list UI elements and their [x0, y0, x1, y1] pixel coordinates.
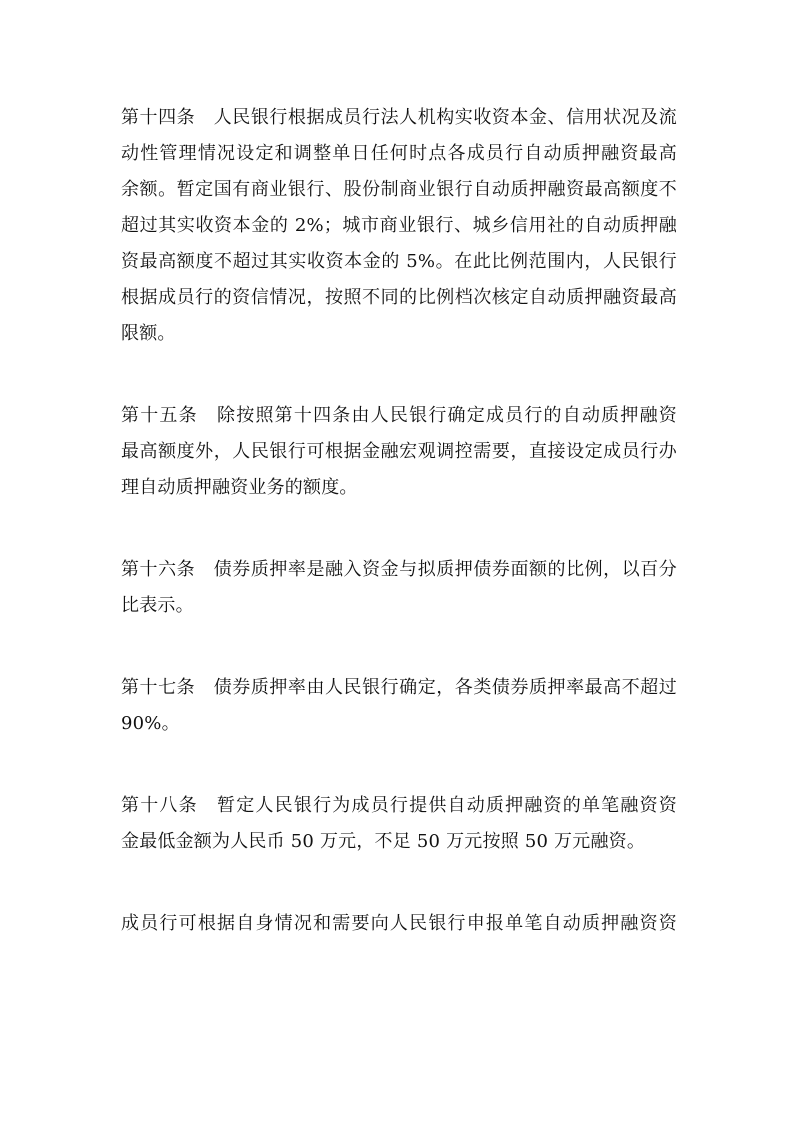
- article-18-continuation: [121, 906, 677, 942]
- article-16-line-2: 比表示。: [121, 595, 194, 616]
- paragraph-gap: [121, 742, 677, 788]
- article-15-line-1: 第十五条 除按照第十四条由人民银行确定成员行的自动质押融资: [121, 405, 677, 426]
- document-page: [121, 100, 677, 942]
- paragraph-gap: [121, 860, 677, 906]
- article-14-line-1: 第十四条 人民银行根据成员行法人机构实收资本金、信用状况及流: [121, 107, 677, 128]
- article-14-line-4: 超过其实收资本金的 2%；城市商业银行、城乡信用社的自动质押融: [121, 215, 677, 236]
- article-15-line-3: 理自动质押融资业务的额度。: [121, 477, 358, 498]
- article-14-line-2: 动性管理情况设定和调整单日任何时点各成员行自动质押融资最高: [121, 143, 677, 164]
- article-18-line-1: 第十八条 暂定人民银行为成员行提供自动质押融资的单笔融资资: [121, 795, 677, 816]
- article-17-line-2: 90%。: [121, 713, 180, 734]
- article-14-line-6: 根据成员行的资信情况，按照不同的比例档次核定自动质押融资最高: [121, 287, 677, 308]
- article-14-line-7: 限额。: [121, 323, 176, 344]
- article-18: [121, 788, 677, 860]
- paragraph-gap: [121, 506, 677, 552]
- paragraph-gap: [121, 352, 677, 398]
- article-14-line-5: 资最高额度不超过其实收资本金的 5%。在此比例范围内，人民银行: [121, 251, 677, 272]
- continuation-line-1: 成员行可根据自身情况和需要向人民银行申报单笔自动质押融资资: [121, 913, 677, 934]
- article-16: [121, 552, 677, 624]
- article-14: [121, 100, 677, 352]
- article-14-line-3: 余额。暂定国有商业银行、股份制商业银行自动质押融资最高额度不: [121, 179, 677, 200]
- article-17: [121, 670, 677, 742]
- article-16-line-1: 第十六条 债券质押率是融入资金与拟质押债券面额的比例，以百分: [121, 559, 677, 580]
- paragraph-gap: [121, 624, 677, 670]
- article-15: [121, 398, 677, 506]
- article-18-line-2: 金最低金额为人民币 50 万元，不足 50 万元按照 50 万元融资。: [121, 831, 646, 852]
- article-17-line-1: 第十七条 债券质押率由人民银行确定，各类债券质押率最高不超过: [121, 677, 677, 698]
- article-15-line-2: 最高额度外，人民银行可根据金融宏观调控需要，直接设定成员行办: [121, 441, 677, 462]
